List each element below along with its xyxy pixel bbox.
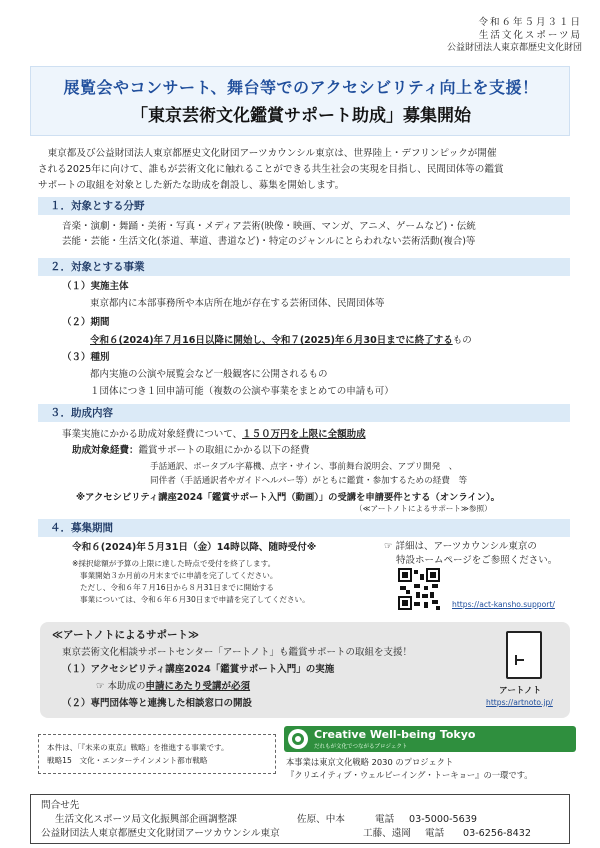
contact-row <box>41 827 559 841</box>
issue-date: 令和６年５月３１日 <box>478 17 582 28</box>
application-period: 令和６(2024)年５月31日（金）14時以降、随時受付※ <box>72 542 317 553</box>
contact-org: 公益財団法人東京都歴史文化財団アーツカウンシル東京 <box>41 828 280 839</box>
section-3-heading: ３．助成内容 <box>38 404 570 422</box>
support-item-1-note <box>96 679 250 694</box>
intro-paragraph <box>38 146 570 194</box>
contact-names: 工藤、遠岡 <box>363 828 411 839</box>
intro-line: 東京都及び公益財団法人東京都歴史文化財団アーツカウンシル東京は、世界陸上・デフリンピックが開催 <box>47 148 497 159</box>
section-1-line: 音楽・演劇・舞踊・美術・写真・メディア芸術(映像・映画、マンガ、アニメ、ゲームなど)・伝統 <box>62 221 476 232</box>
headline-box <box>30 66 570 136</box>
date-block <box>447 16 582 55</box>
section-2-sub1-title: （１）実施主体 <box>62 281 129 292</box>
cwt-banner <box>284 726 576 752</box>
section-2-sub1-text: 東京都内に本部事務所や本店所在地が存在する芸術団体、民間団体等 <box>90 298 385 309</box>
contact-phone-label: 電話 <box>375 814 395 825</box>
support-intro: 東京芸術文化相談サポートセンター「アートノト」も鑑賞サポートの取組を支援！ <box>62 647 412 658</box>
section-2-sub2-title: （２）期間 <box>62 317 110 328</box>
support-item-2: （２）専門団体等と連携した相談窓口の開設 <box>62 698 253 709</box>
eligible-expense-text: 鑑賞サポートの取組にかかる以下の経費 <box>138 445 310 456</box>
cwt-logo-icon <box>288 729 308 749</box>
cwt-block <box>284 726 576 790</box>
section-1-heading: １．対象とする分野 <box>38 197 570 215</box>
artnoto-logo-icon <box>506 631 542 679</box>
period-suffix: もの <box>452 335 472 346</box>
requirement-reference: （≪アートノトによるサポート≫参照） <box>355 504 492 513</box>
contact-phone: 03-6256-8432 <box>463 828 531 839</box>
qr-code-icon[interactable] <box>398 568 440 610</box>
period-note: 事業については、令和６年６月30日まで申請を完了してください。 <box>80 595 310 604</box>
expense-examples-line: 手話通訳、ポータブル字幕機、点字・サイン、事前舞台説明会、アプリ開発 、 <box>150 462 458 472</box>
artnoto-url-link[interactable]: https://artnoto.jp/ <box>486 698 553 707</box>
section-3-line <box>72 443 310 458</box>
artnoto-logo-text: アートノト <box>499 686 542 696</box>
issuing-organization: 公益財団法人東京都歴史文化財団 <box>446 43 582 53</box>
details-note: 特設ホームページをご参照ください。 <box>396 555 558 566</box>
support-note-text: ☞ 本助成の <box>96 681 146 692</box>
contact-names: 佐原、中本 <box>297 814 345 825</box>
contact-row <box>41 813 559 827</box>
contact-phone: 03-5000-5639 <box>409 814 477 825</box>
strategy-note-box <box>38 734 276 774</box>
contact-phone-label: 電話 <box>425 828 445 839</box>
support-heading: ≪アートノトによるサポート≫ <box>52 629 200 641</box>
headline-subtitle: 展覧会やコンサート、舞台等でのアクセシビリティ向上を支援！ <box>63 78 539 97</box>
headline-title: 「東京芸術文化鑑賞サポート助成」募集開始 <box>131 106 471 126</box>
section-3-line <box>62 427 366 442</box>
cwt-subtitle: だれもが文化でつながるプロジェクト <box>314 744 408 750</box>
issuing-department: 生活文化スポーツ局 <box>478 30 582 41</box>
section-2-sub2-row <box>90 333 560 348</box>
support-note-required: 申請にあたり受講が必須 <box>145 681 251 692</box>
requirement-note: ※アクセシビリティ講座2024「鑑賞サポート入門（動画）」の受講を申請要件とする（オンライン）。 <box>76 492 500 503</box>
eligible-expense-label: 助成対象経費： <box>72 445 139 456</box>
contact-heading: 問合せ先 <box>41 800 80 811</box>
section-2-sub3-title: （３）種別 <box>62 352 110 363</box>
strategy-note-line: 本件は、「『未来の東京』戦略」を推進する事業です。 <box>47 743 229 752</box>
cwt-note-line: 本事業は東京文化戦略 2030 のプロジェクト <box>286 757 454 767</box>
period-text: 令和６(2024)年７月16日以降に開始し、令和７(2025)年６月30日までに終了する <box>90 335 453 346</box>
cwt-title: Creative Well-being Tokyo <box>314 728 476 741</box>
section-1-body <box>62 219 570 249</box>
details-note: ☞ 詳細は、アーツカウンシル東京の <box>384 541 537 552</box>
strategy-note-line: 戦略15 文化・エンターテインメント都市戦略 <box>47 756 208 765</box>
section-2-sub3-line: 都内実施の公演や展覧会など一般観客に公開されるもの <box>90 369 328 380</box>
section-2-heading: ２．対象とする事業 <box>38 258 570 276</box>
details-url-link[interactable]: https://act-kansho.support/ <box>452 600 555 609</box>
contact-box <box>30 794 570 844</box>
contact-org: 生活文化スポーツ局文化振興部企画調整課 <box>55 814 237 825</box>
period-note: ※採択総額が予算の上限に達した時点で受付を終了します。 <box>72 559 276 568</box>
expense-examples-line: 同伴者（手話通訳者やガイドヘルパー等）がともに鑑賞・参加するための経費 等 <box>150 476 468 486</box>
cwt-note-line: 『クリエイティブ・ウェルビーイング・トーキョー』の一環です。 <box>286 770 533 780</box>
grant-amount: １５０万円を上限に全額助成 <box>242 429 366 440</box>
section-1-line: 芸能・芸能・生活文化(茶道、華道、書道など)・特定のジャンルにとらわれない芸術活動(複合)等 <box>62 236 476 247</box>
period-note: ただし、令和６年７月16日から８月31日までに開始する <box>80 583 274 592</box>
intro-line: サポートの取組を対象とした新たな助成を創設し、募集を開始します。 <box>38 180 345 191</box>
intro-line: される2025年に向けて、誰もが芸術文化に触れることができる共生社会の実現を目指し、民間団体等の鑑賞 <box>38 164 504 175</box>
support-item-1: （１）アクセシビリティ講座2024「鑑賞サポート入門」の実施 <box>62 664 335 675</box>
grant-text: 事業実施にかかる助成対象経費について、 <box>62 429 243 440</box>
section-2-sub3-line: １団体につき１回申請可能（複数の公演や事業をまとめての申請も可） <box>90 386 394 397</box>
section-4-heading: ４．募集期間 <box>38 519 570 537</box>
period-note: 事業開始３か月前の月末までに申請を完了してください。 <box>80 571 278 580</box>
